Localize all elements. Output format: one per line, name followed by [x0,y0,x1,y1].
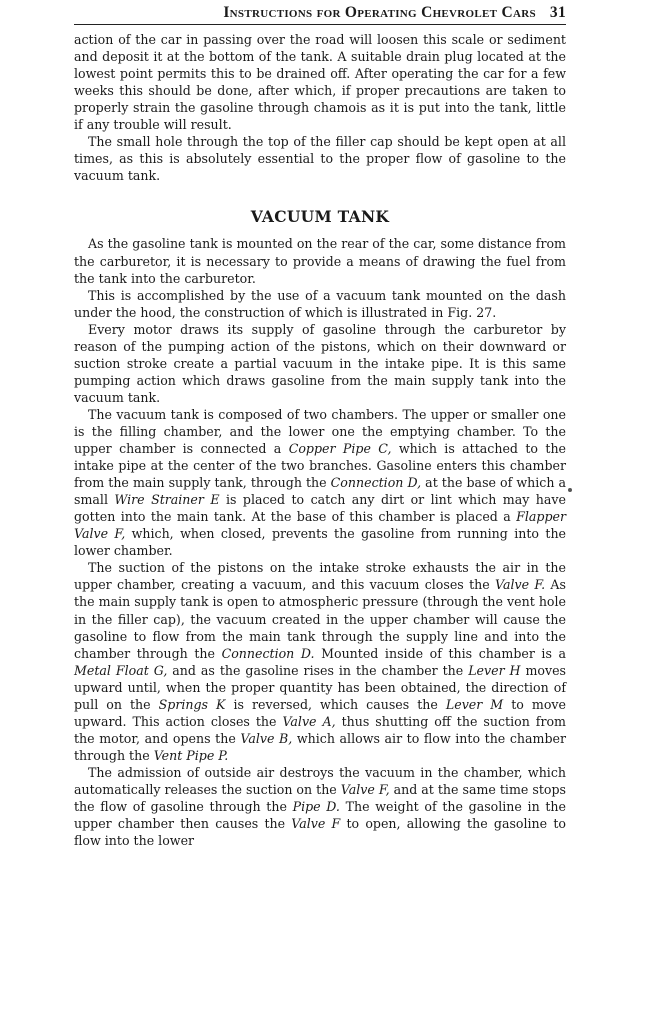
part-label: Valve F [291,816,341,832]
paragraph-gasoline-tank: As the gasoline tank is mounted on the rear of the car, some distance from the carburetor, it is necessary to provide a means of drawing the fuel from the tank into the carburetor. [74,236,566,286]
text-run: and at the same time stops the flow of gasoline through the [74,781,566,815]
text-run: The vacuum tank is composed of two chambers. The upper or smaller one is the filling chamber, and the lower one the emptying chamber. To the upper chamber is connected a [74,406,566,457]
part-label: Valve B, [240,730,293,746]
text-run: The suction of the pistons on the intake stroke exhausts the air in the upper chamber, creating a vacuum, and this vacuum closes the [74,560,566,593]
part-label: Lever H [468,662,521,678]
text-run: Mounted inside of this chamber is a [314,645,566,661]
text-run: The admission of outside air destroys the vacuum in the chamber, which automatically releases the suction on the [74,764,566,797]
part-label: Connection D, [330,475,422,491]
text-run: is placed to catch any dirt or lint which may have gotten into the main tank. At the base of this chamber is placed a [74,492,566,525]
text-run: moves upward until, when the proper quantity has been obtained, the direction of pull on the [74,662,567,712]
text-run: The weight of the gasoline in the upper chamber then causes the [74,799,566,832]
part-label: Valve A, [282,713,336,729]
part-label: Pipe D. [292,799,340,815]
text-run: which is attached to the intake pipe at the center of the two branches. Gasoline enters this chamber from the main supply tank, through the [74,441,567,491]
paragraph-suction [74,559,566,764]
paragraph-vacuum-tank-dash: This is accomplished by the use of a vacuum tank mounted on the dash under the hood, the construction of which is illustrated in Fig. 27. [74,287,566,320]
text-run: at the base of which a small [74,475,566,508]
part-label: Valve F. [495,577,546,593]
paragraph-chambers [74,406,566,559]
part-label: Flapper Valve F, [74,509,566,542]
paragraph-filler-cap: The small hole through the top of the filler cap should be kept open at all times, as this is absolutely essential to the proper flow of gasoline to the vacuum tank. [74,134,566,184]
paragraph-admission [74,764,566,849]
ink-speck [568,488,572,492]
running-head [74,4,566,25]
text-run: As the main supply tank is open to atmospheric pressure (through the vent hole in the filler cap), the vacuum created in the upper chamber will cause the gasoline to flow from the main tank through the supply line and into the chamber through the [74,577,566,661]
part-label: Connection D. [221,645,315,661]
text-run: is reversed, which causes the [225,696,446,712]
part-label: Copper Pipe C, [288,441,392,457]
part-label: Lever M [445,696,504,712]
paragraph-pumping-action: Every motor draws its supply of gasoline through the carburetor by reason of the pumping action of the pistons, which on their downward or suction stroke create a partial vacuum in the intake pipe. It is this same pumping action which draws gasoline from the main supply tank into the vacuum tank. [74,321,566,405]
running-head-title: Instructions for Operating Chevrolet Cars [223,4,536,21]
text-run: which allows air to flow into the chamber through the [74,730,566,763]
paragraph-continued: action of the car in passing over the road will loosen this scale or sediment and deposit it at the bottom of the tank. A suitable drain plug located at the lowest point permits this to be drained off. After operating the car for a few weeks this should be done, after which, if proper precautions are taken to properly strain the gasoline through chamois as it is put into the tank, little if any trouble will result. [74,32,566,133]
part-label: Wire Strainer E [114,492,220,508]
part-label: Vent Pipe P. [153,747,229,763]
section-heading: VACUUM TANK [250,207,390,227]
text-run: to move upward. This action closes the [74,696,566,729]
book-page [74,4,566,849]
text-run: and as the gasoline rises in the chamber the [167,662,469,678]
text-run: which, when closed, prevents the gasoline from running into the lower chamber. [74,526,567,559]
part-label: Valve F, [340,781,390,797]
part-label: Metal Float G, [74,662,168,678]
text-run: to open, allowing the gasoline to flow into the lower [74,816,566,849]
page-number: 31 [549,4,566,21]
part-label: Springs K [158,696,226,712]
text-run: thus shutting off the suction from the motor, and opens the [74,713,566,746]
page-body [74,31,566,849]
